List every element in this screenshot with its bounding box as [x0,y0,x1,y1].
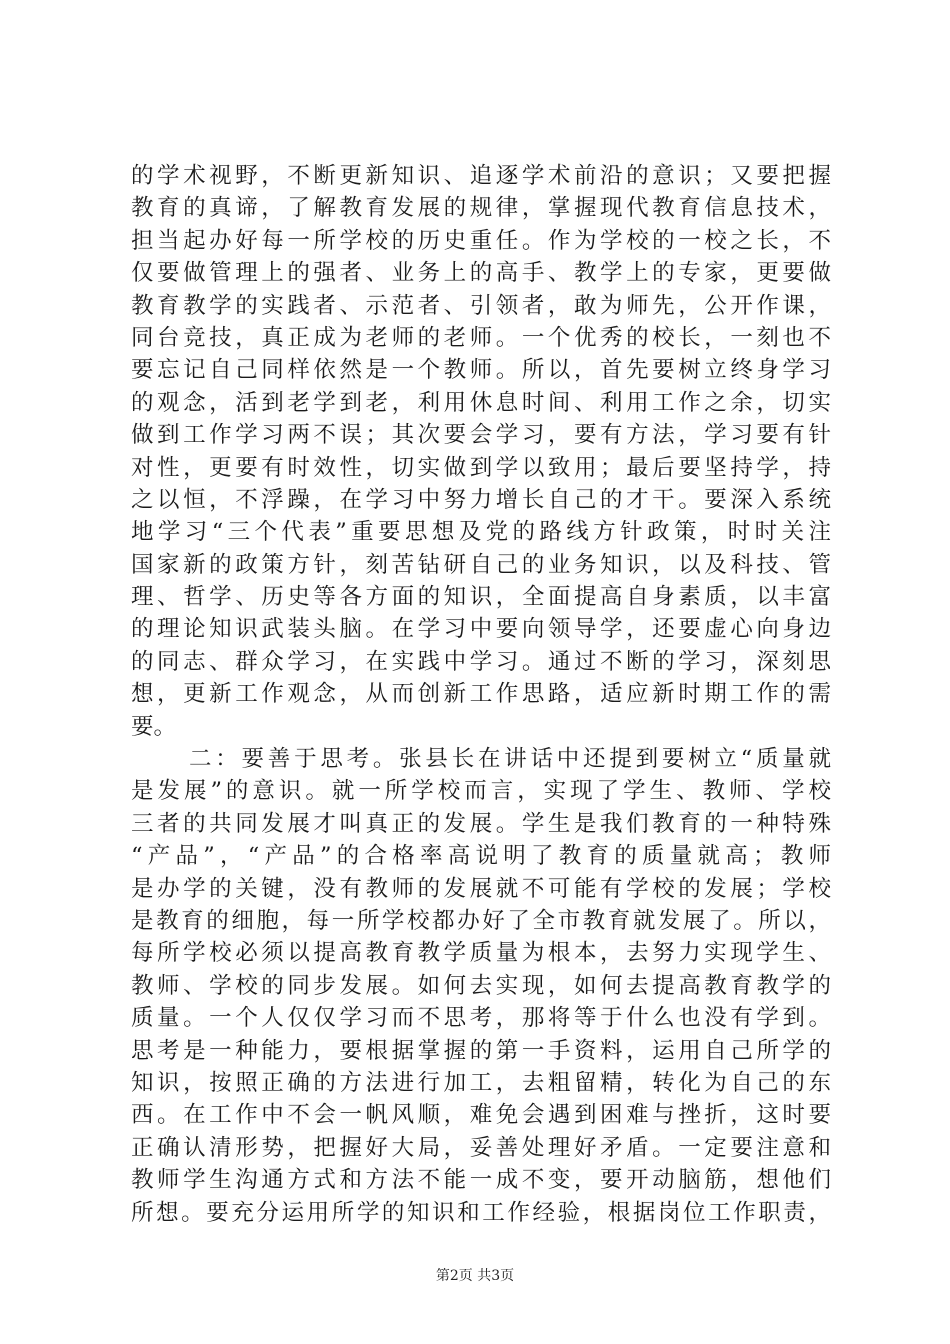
text-line: 的学术视野，不断更新知识、追逐学术前沿的意识；又要把握 [131,163,831,189]
text-line: 理、哲学、历史等各方面的知识，全面提高自身素质，以丰富 [131,584,831,611]
text-line: 教师、学校的同步发展。如何去实现，如何去提高教育教学的 [131,972,831,999]
text-line: 同台竞技，真正成为老师的老师。一个优秀的校长，一刻也不 [131,324,831,351]
body-text [131,160,831,1229]
text-line: 质量。一个人仅仅学习而不思考，那将等于什么也没有学到。 [131,1005,831,1032]
text-line: 是发展”的意识。就一所学校而言，实现了学生、教师、学校 [131,778,831,805]
text-line: 国家新的政策方针，刻苦钻研自己的业务知识，以及科技、管 [131,551,831,578]
text-line: 正确认清形势，把握好大局，妥善处理好矛盾。一定要注意和 [131,1134,831,1161]
text-line: 教育教学的实践者、示范者、引领者，敢为师先，公开作课， [131,292,831,319]
text-line: 思考是一种能力，要根据掌握的第一手资料，运用自己所学的 [131,1037,831,1064]
text-line: 的同志、群众学习，在实践中学习。通过不断的学习，深刻思 [131,648,831,675]
text-line: 是教育的细胞，每一所学校都办好了全市教育就发展了。所以， [131,907,831,934]
text-line: 仅要做管理上的强者、业务上的高手、教学上的专家，更要做 [131,260,831,287]
text-line: 知识，按照正确的方法进行加工，去粗留精，转化为自己的东 [131,1069,831,1096]
page-number-footer: 第2页 共3页 [435,1268,515,1284]
text-line: 二：要善于思考。张县长在讲话中还提到要树立“质量就 [189,746,831,773]
text-line: 的观念，活到老学到老，利用休息时间、利用工作之余，切实 [131,389,831,416]
text-line: “产品”，“产品”的合格率高说明了教育的质量就高；教师 [131,843,831,870]
text-line: 每所学校必须以提高教育教学质量为根本，去努力实现学生、 [131,940,831,967]
text-line: 担当起办好每一所学校的历史重任。作为学校的一校之长，不 [131,227,831,254]
text-line: 所想。要充分运用所学的知识和工作经验，根据岗位工作职责， [131,1199,831,1226]
text-line: 对性，更要有时效性，切实做到学以致用；最后要坚持学，持 [131,454,831,481]
text-line: 要忘记自己同样依然是一个教师。所以，首先要树立终身学习 [131,357,831,384]
text-line: 是办学的关键，没有教师的发展就不可能有学校的发展；学校 [131,875,831,902]
text-line: 之以恒，不浮躁，在学习中努力增长自己的才干。要深入系统 [131,486,831,513]
text-line: 西。在工作中不会一帆风顺，难免会遇到困难与挫折，这时要 [131,1102,831,1129]
text-line: 教育的真谛，了解教育发展的规律，掌握现代教育信息技术， [131,195,831,222]
text-line: 教师学生沟通方式和方法不能一成不变，要开动脑筋，想他们 [131,1167,831,1194]
text-line: 想，更新工作观念，从而创新工作思路，适应新时期工作的需 [131,681,831,708]
text-line: 地学习“三个代表”重要思想及党的路线方针政策，时时关注 [131,519,831,546]
text-line: 三者的共同发展才叫真正的发展。学生是我们教育的一种特殊 [131,810,831,837]
text-line: 的理论知识武装头脑。在学习中要向领导学，还要虚心向身边 [131,616,831,643]
text-line: 做到工作学习两不误；其次要会学习，要有方法，学习要有针 [131,422,831,449]
text-line: 要。 [131,713,177,740]
